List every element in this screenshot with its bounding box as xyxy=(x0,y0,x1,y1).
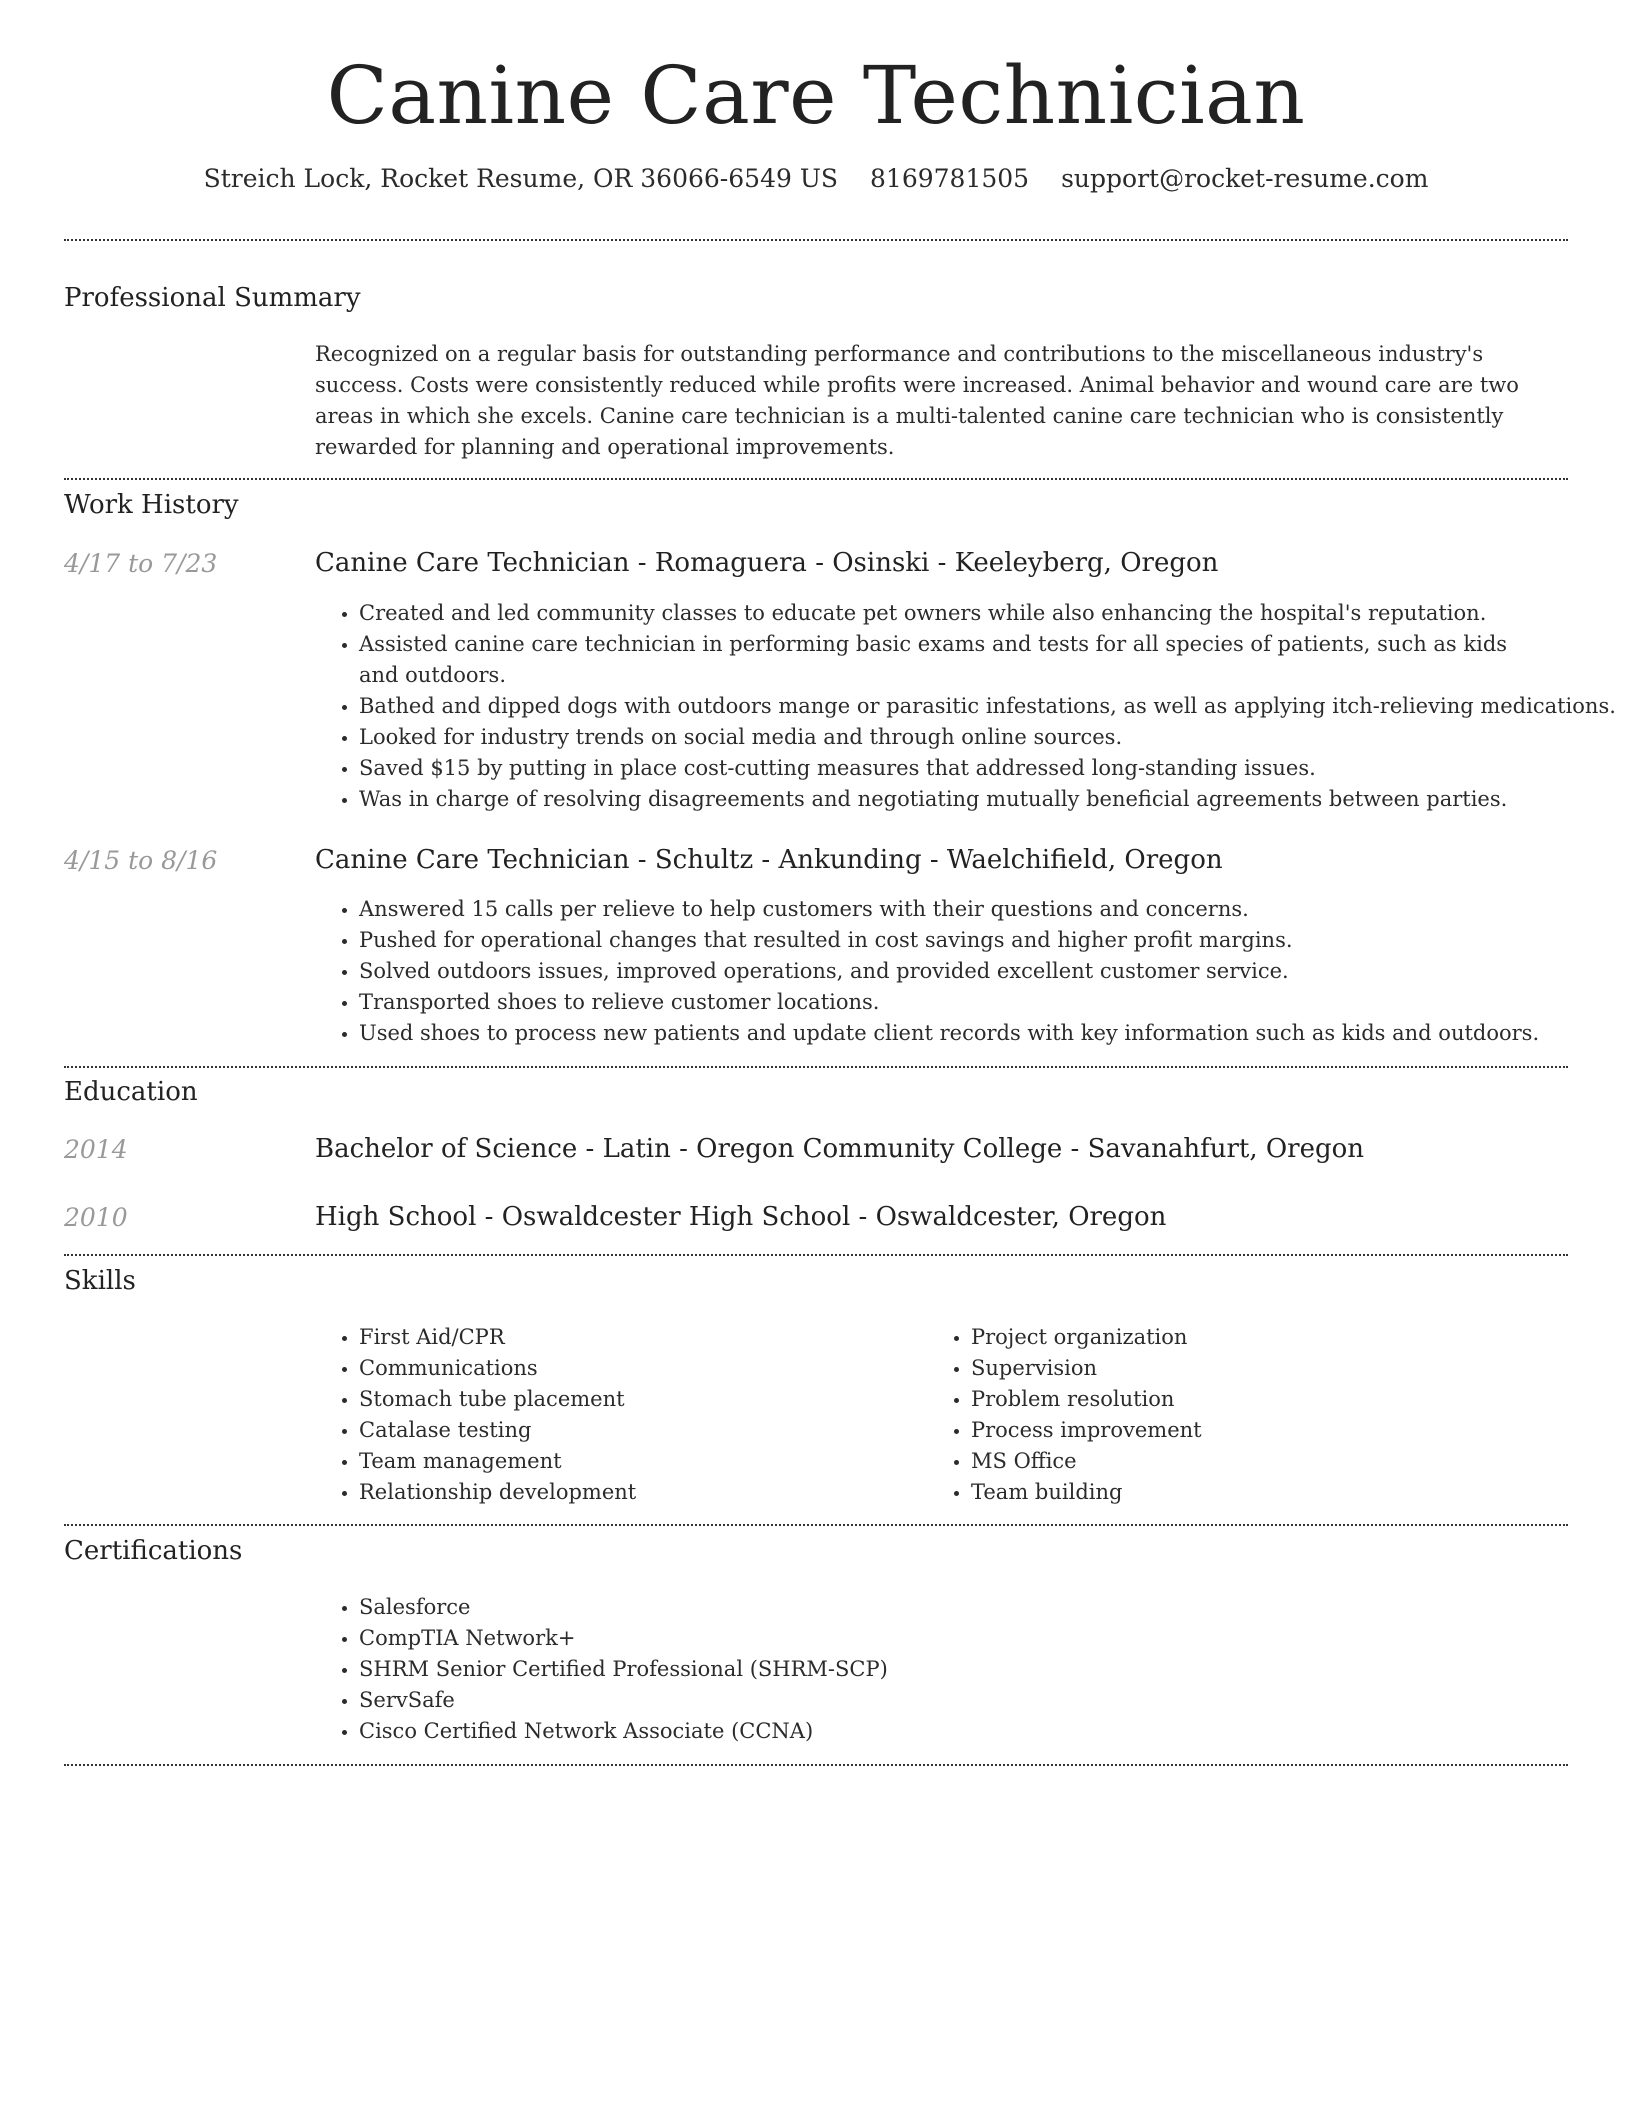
job-bullet: • Bathed and dipped dogs with outdoors mange or parasitic infestations, as well as applying itch-relieving medications. xyxy=(359,691,1616,722)
skills-list-right xyxy=(927,1322,1202,1508)
job-bullet: • Was in charge of resolving disagreements and negotiating mutually beneficial agreements between parties. xyxy=(359,784,1616,815)
section-title-work-history: Work History xyxy=(64,490,239,520)
section-divider xyxy=(64,1066,1568,1068)
skills-list-left xyxy=(315,1322,636,1508)
candidate-name: Canine Care Technician xyxy=(326,49,1306,142)
education-heading: High School - Oswaldcester High School - Oswaldcester, Oregon xyxy=(315,1202,1167,1232)
section-divider xyxy=(64,1524,1568,1526)
skill-item: • Team management xyxy=(359,1446,636,1477)
education-heading: Bachelor of Science - Latin - Oregon Community College - Savanahfurt, Oregon xyxy=(315,1134,1365,1164)
certification-item: • Salesforce xyxy=(359,1592,888,1623)
job-bullet: • Looked for industry trends on social media and through online sources. xyxy=(359,722,1616,753)
contact-phone: 8169781505 xyxy=(870,164,1030,193)
job-dates: 4/15 to 8/16 xyxy=(64,846,218,875)
skill-item: • Team building xyxy=(971,1477,1202,1508)
job-bullet: • Transported shoes to relieve customer locations. xyxy=(359,987,1539,1018)
skill-item: • Communications xyxy=(359,1353,636,1384)
section-title-summary: Professional Summary xyxy=(64,283,361,313)
certification-item: • ServSafe xyxy=(359,1685,888,1716)
job-bullet: • Solved outdoors issues, improved operations, and provided excellent customer service. xyxy=(359,956,1539,987)
section-title-education: Education xyxy=(64,1077,198,1107)
job-dates: 4/17 to 7/23 xyxy=(64,549,218,578)
skill-item: • Relationship development xyxy=(359,1477,636,1508)
education-year: 2014 xyxy=(64,1135,128,1164)
section-divider xyxy=(64,1764,1568,1766)
summary-text: Recognized on a regular basis for outstanding performance and contributions to the miscellaneous industry's success. Costs were consistently reduced while profits were increased. Animal behavior and wound care are two areas in which she excels. Canine care technician is a multi-talented canine care technician who is consistently rewarded for planning and operational improvements. xyxy=(315,342,1519,459)
certification-item: • SHRM Senior Certified Professional (SHRM-SCP) xyxy=(359,1654,888,1685)
skill-item: • Supervision xyxy=(971,1353,1202,1384)
contact-email: support@rocket-resume.com xyxy=(1061,164,1429,193)
contact-line xyxy=(0,164,1632,193)
section-divider xyxy=(64,239,1568,241)
job-bullet: • Pushed for operational changes that resulted in cost savings and higher profit margins. xyxy=(359,925,1539,956)
job-bullet: • Answered 15 calls per relieve to help customers with their questions and concerns. xyxy=(359,894,1539,925)
skill-item: • Catalase testing xyxy=(359,1415,636,1446)
section-divider xyxy=(64,1254,1568,1256)
skill-item: • Project organization xyxy=(971,1322,1202,1353)
certification-item: • Cisco Certified Network Associate (CCNA) xyxy=(359,1716,888,1747)
section-title-skills: Skills xyxy=(64,1266,136,1296)
job-heading: Canine Care Technician - Schultz - Ankunding - Waelchifield, Oregon xyxy=(315,845,1223,875)
job-bullet: • Used shoes to process new patients and update client records with key information such as kids and outdoors. xyxy=(359,1018,1539,1049)
job-bullets xyxy=(315,598,1616,815)
resume-header xyxy=(0,0,1632,193)
skill-item: • Process improvement xyxy=(971,1415,1202,1446)
skill-item: • Stomach tube placement xyxy=(359,1384,636,1415)
job-bullets xyxy=(315,894,1539,1049)
section-title-certifications: Certifications xyxy=(64,1536,243,1566)
job-bullet: • Created and led community classes to educate pet owners while also enhancing the hospital's reputation. xyxy=(359,598,1616,629)
certification-item: • CompTIA Network+ xyxy=(359,1623,888,1654)
job-bullet: • Saved $15 by putting in place cost-cutting measures that addressed long-standing issues. xyxy=(359,753,1616,784)
education-year: 2010 xyxy=(64,1203,128,1232)
job-bullet: • Assisted canine care technician in performing basic exams and tests for all species of patients, such as kids and outdoors. xyxy=(359,629,1549,691)
certifications-list xyxy=(315,1592,888,1747)
contact-address: Streich Lock, Rocket Resume, OR 36066-6549 US xyxy=(203,164,839,193)
section-divider xyxy=(64,478,1568,480)
skill-item: • First Aid/CPR xyxy=(359,1322,636,1353)
job-heading: Canine Care Technician - Romaguera - Osinski - Keeleyberg, Oregon xyxy=(315,548,1219,578)
skill-item: • MS Office xyxy=(971,1446,1202,1477)
skill-item: • Problem resolution xyxy=(971,1384,1202,1415)
